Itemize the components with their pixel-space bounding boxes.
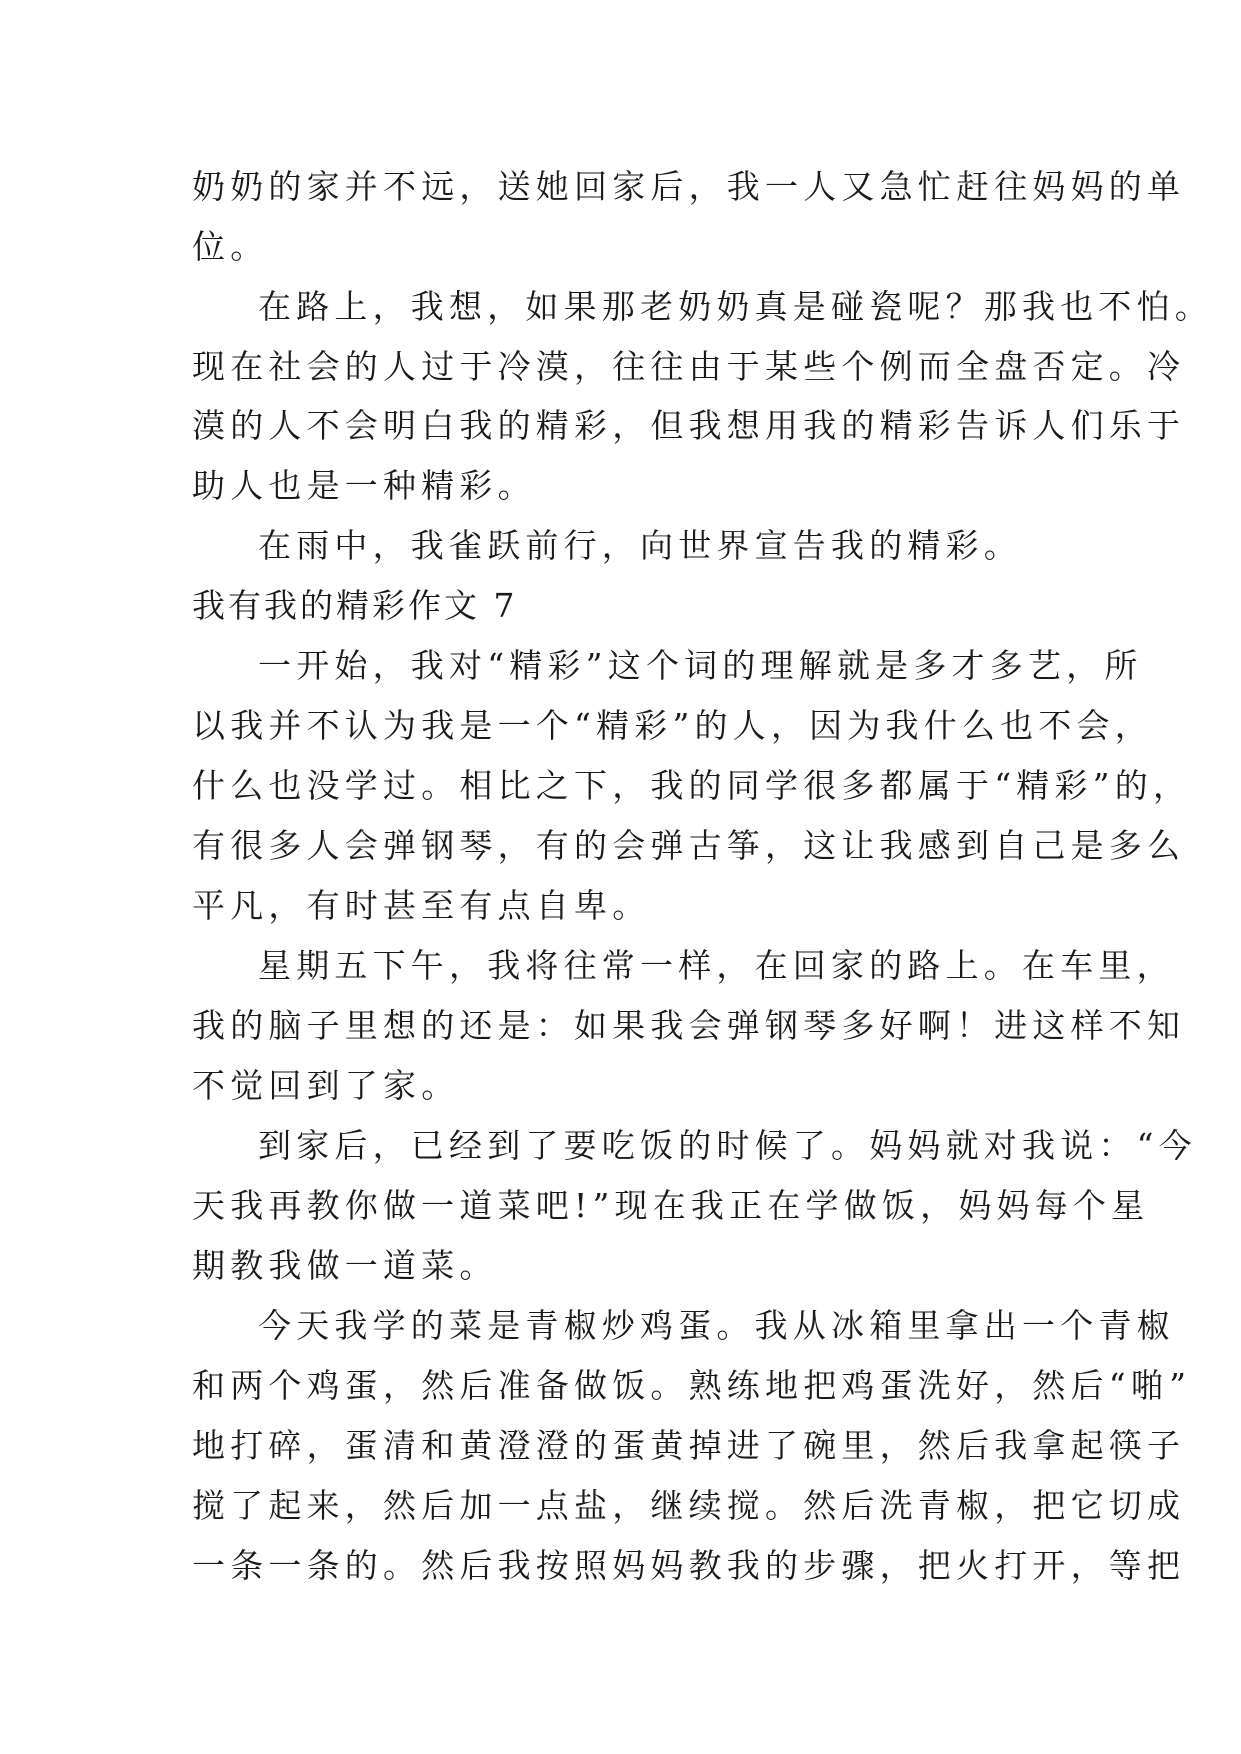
text-line: 什么也没学过。相比之下，我的同学很多都属于“精彩”的，: [192, 766, 1192, 805]
text-line: 助人也是一种精彩。: [192, 466, 536, 505]
text-line: 期教我做一道菜。: [192, 1246, 498, 1285]
text-line: 以我并不认为我是一个“精彩”的人，因为我什么也不会，: [192, 706, 1153, 745]
paragraph-start-line: 在雨中，我雀跃前行，向世界宣告我的精彩。: [258, 526, 1022, 565]
paragraph-start-line: 星期五下午，我将往常一样，在回家的路上。在车里，: [258, 946, 1175, 985]
section-heading: 我有我的精彩作文 7: [192, 586, 518, 625]
text-line: 漠的人不会明白我的精彩，但我想用我的精彩告诉人们乐于: [192, 406, 1186, 445]
text-line: 位。: [192, 227, 269, 266]
text-line: 和两个鸡蛋，然后准备做饭。熟练地把鸡蛋洗好，然后“啪”: [192, 1366, 1192, 1405]
text-line: 有很多人会弹钢琴，有的会弹古筝，这让我感到自己是多么: [192, 826, 1186, 865]
paragraph-start-line: 到家后，已经到了要吃饭的时候了。妈妈就对我说：“今: [258, 1126, 1197, 1165]
text-line: 平凡，有时甚至有点自卑。: [192, 886, 651, 925]
paragraph-start-line: 今天我学的菜是青椒炒鸡蛋。我从冰箱里拿出一个青椒: [258, 1306, 1175, 1345]
text-line: 一条一条的。然后我按照妈妈教我的步骤，把火打开，等把: [192, 1546, 1186, 1585]
text-line: 我的脑子里想的还是：如果我会弹钢琴多好啊！进这样不知: [192, 1006, 1186, 1045]
paragraph-start-line: 在路上，我想，如果那老奶奶真是碰瓷呢？那我也不怕。: [258, 287, 1213, 326]
text-line: 奶奶的家并不远，送她回家后，我一人又急忙赶往妈妈的单: [192, 167, 1186, 206]
text-line: 天我再教你做一道菜吧!”现在我正在学做饭，妈妈每个星: [192, 1186, 1150, 1225]
paragraph-start-line: 一开始，我对“精彩”这个词的理解就是多才多艺，所: [258, 646, 1143, 685]
text-line: 搅了起来，然后加一点盐，继续搅。然后洗青椒，把它切成: [192, 1486, 1186, 1525]
text-line: 地打碎，蛋清和黄澄澄的蛋黄掉进了碗里，然后我拿起筷子: [192, 1426, 1186, 1465]
text-line: 不觉回到了家。: [192, 1066, 460, 1105]
text-line: 现在社会的人过于冷漠，往往由于某些个例而全盘否定。冷: [192, 347, 1186, 386]
